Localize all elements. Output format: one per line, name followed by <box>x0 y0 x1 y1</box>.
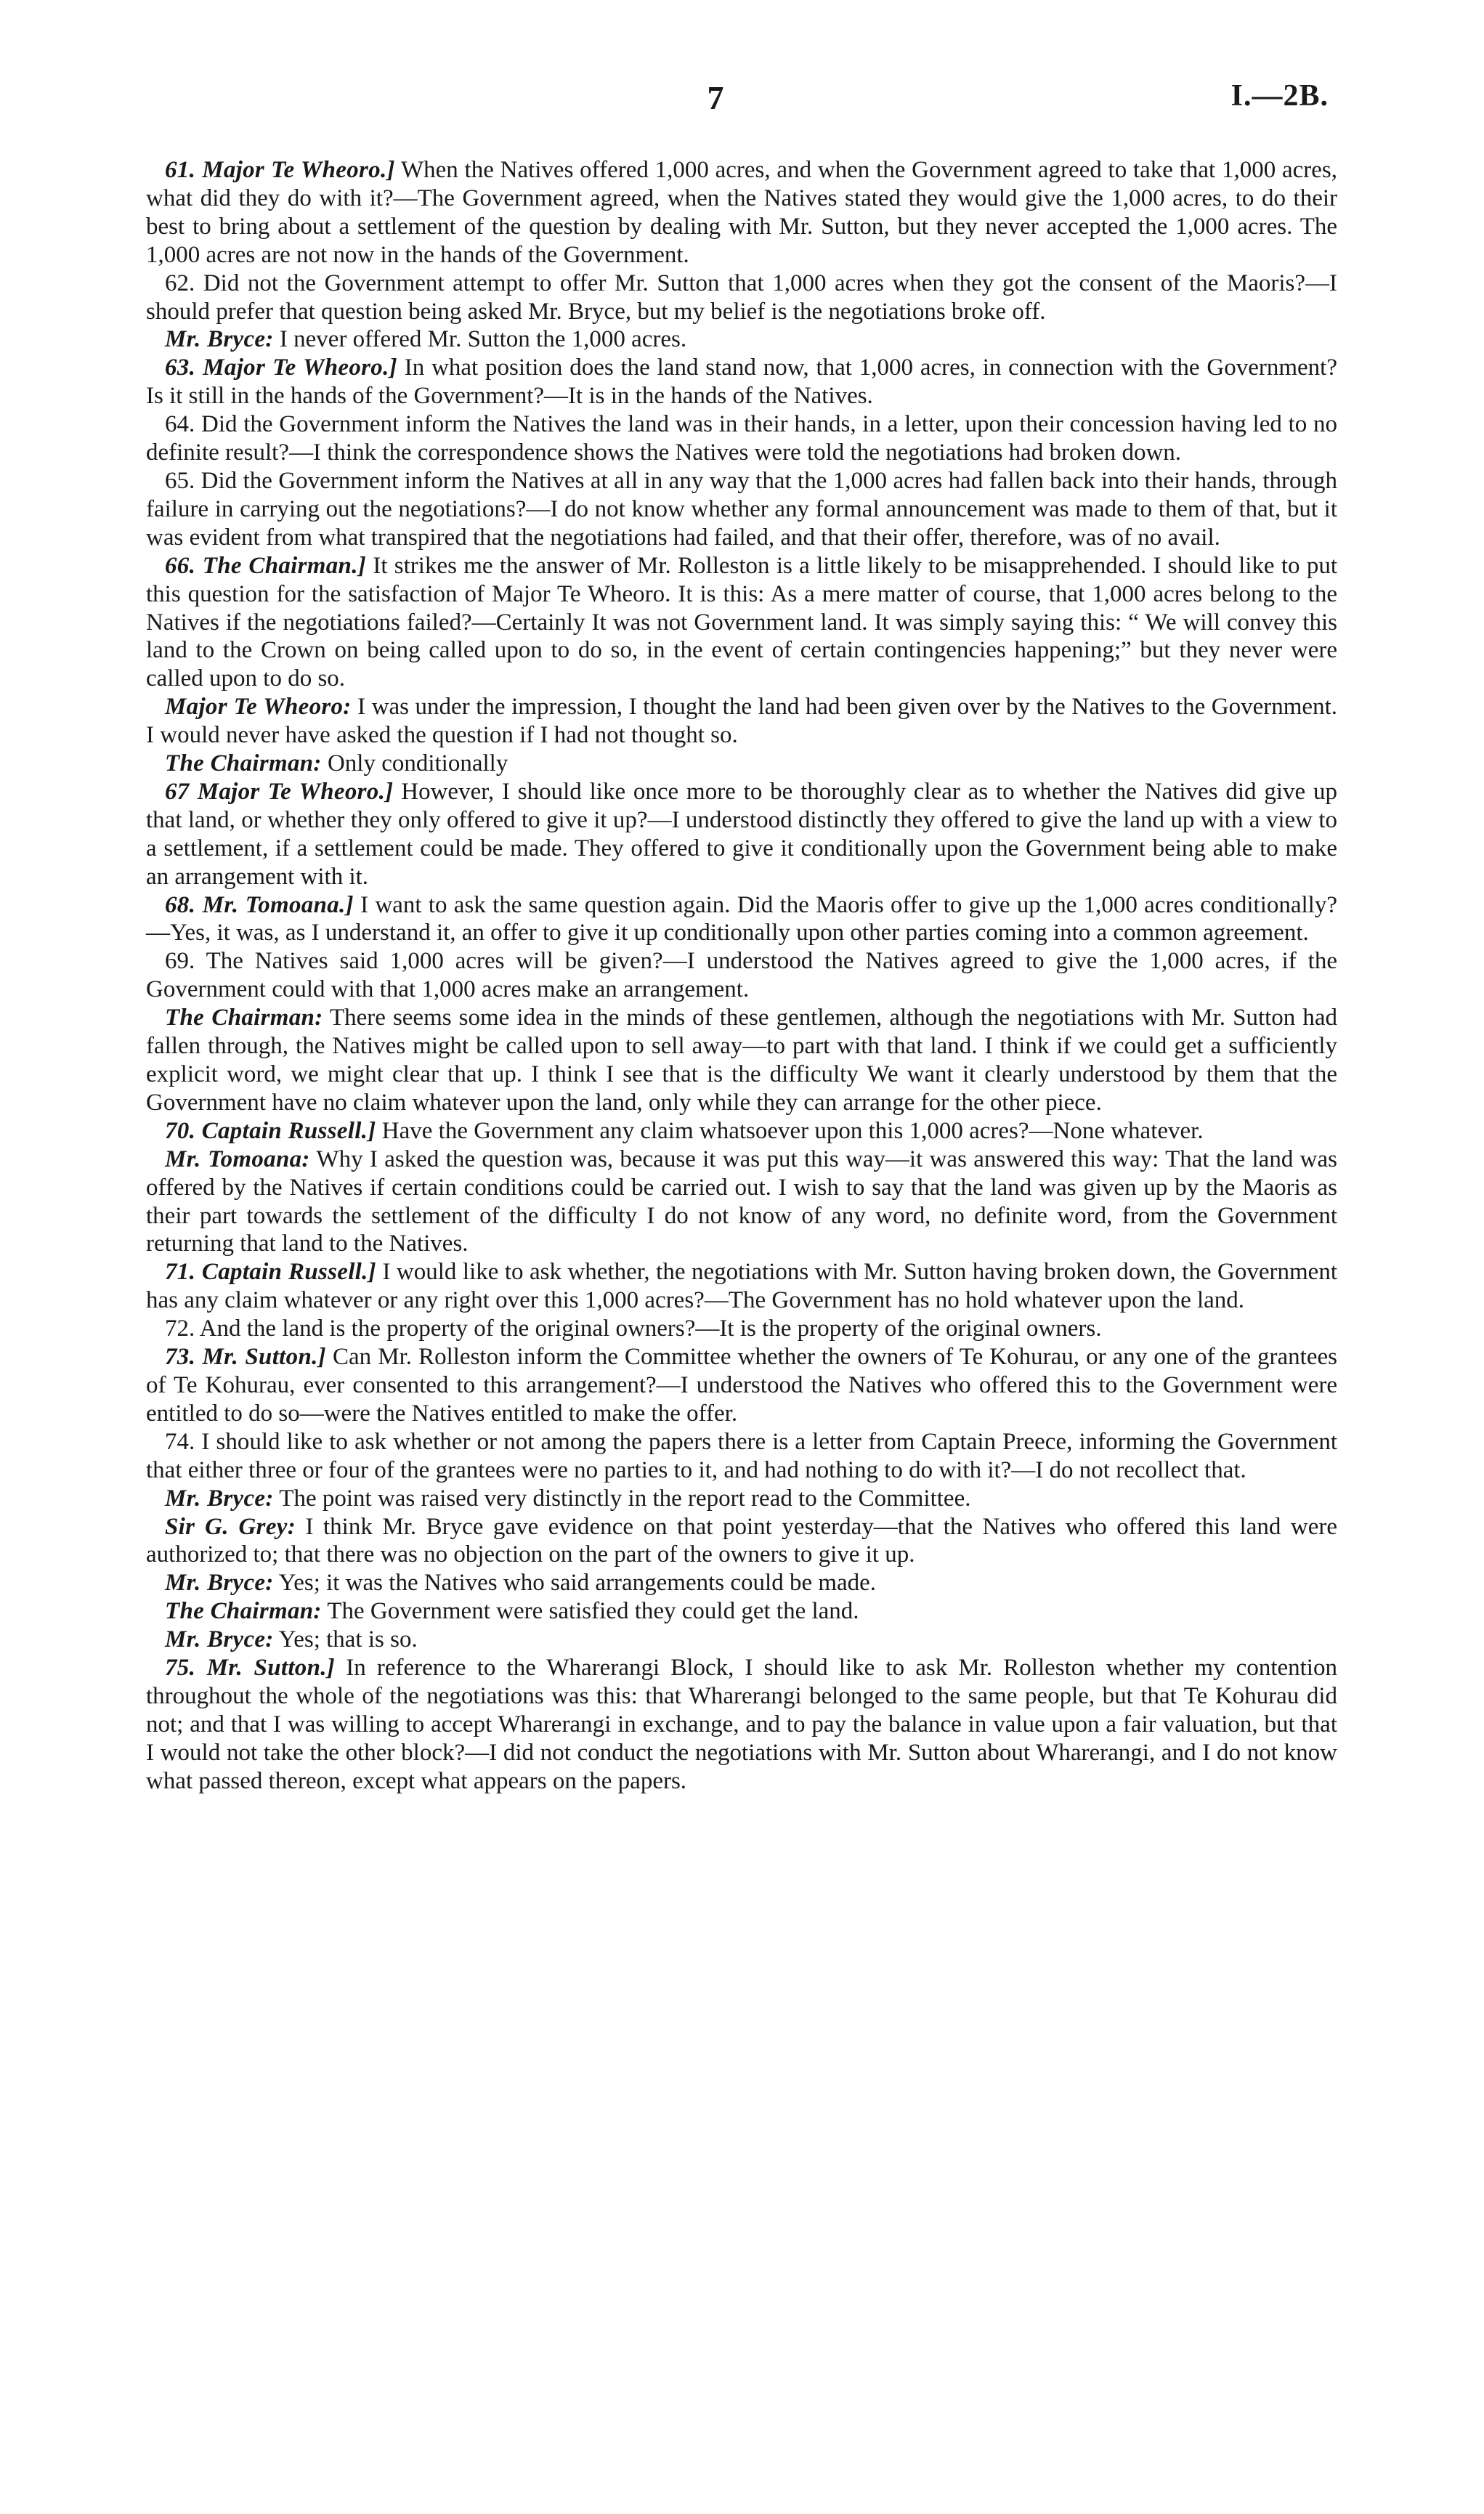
paragraph-chairman-remark <box>146 1004 1337 1117</box>
paragraph-text: I was under the impression, I thought the land had been given over by the Natives to the Government. I would never have asked the question if I had not thought so. <box>146 694 1337 749</box>
paragraph-q61 <box>146 156 1337 269</box>
paragraph-text: Yes; it was the Natives who said arrangements could be made. <box>273 1570 877 1597</box>
paragraph-q73 <box>146 1343 1337 1428</box>
paragraph-q69 <box>146 947 1337 1004</box>
paragraph-text: Yes; that is so. <box>273 1626 418 1653</box>
paragraph-text: 69. The Natives said 1,000 acres will be given?—I understood the Natives agreed to give the 1,000 acres, if the Government could with that 1,000 acres make an arrangement. <box>146 948 1337 1003</box>
paragraph-text: The Government were satisfied they could get the land. <box>321 1598 859 1625</box>
paragraph-chairman-remark <box>146 1597 1337 1626</box>
paragraph-bryce-remark <box>146 1626 1337 1654</box>
paragraph-bryce-remark <box>146 1485 1337 1513</box>
speaker-label: 66. The Chairman.] <box>165 552 367 579</box>
speaker-label: Mr. Bryce: <box>165 1485 274 1512</box>
paragraph-grey-remark <box>146 1513 1337 1570</box>
speaker-label: 63. Major Te Wheoro.] <box>165 354 397 381</box>
paragraph-bryce-remark <box>146 1569 1337 1597</box>
paragraph-text: 65. Did the Government inform the Natives at all in any way that the 1,000 acres had fallen back into their hands, through failure in carrying out the negotiations?—I do not know whether any formal announcement was made to them of that, but it was evident from what transpired that the negotiations had failed, and that their offer, therefore, was of no avail. <box>146 467 1337 551</box>
paragraph-text: In reference to the Wharerangi Block, I should like to ask Mr. Rolleston whether my contention throughout the whole of the negotiations was this: that Wharerangi belonged to the same people, but that Te Kohurau did not; and that I was willing to accept Wharerangi in exchange, and to pay the balance in value upon a fair valuation, but that I would not take the other block?—I did not conduct the negotiations with Mr. Sutton about Wharerangi, and I do not know what passed thereon, except what appears on the papers. <box>146 1655 1337 1794</box>
speaker-label: Mr. Bryce: <box>165 1626 274 1653</box>
document-reference: I.—2B. <box>1230 79 1329 113</box>
speaker-label: 70. Captain Russell.] <box>165 1117 376 1144</box>
paragraph-chairman-remark <box>146 750 1337 778</box>
paragraph-text: I want to ask the same question again. Did the Maoris offer to give up the 1,000 acres conditionally?—Yes, it was, as I understand it, an offer to give it up conditionally upon other parties coming into a common agreement. <box>146 891 1337 946</box>
paragraph-text: 64. Did the Government inform the Natives the land was in their hands, in a letter, upon their concession having led to no definite result?—I think the correspondence shows the Natives were told the negotiations had broken down. <box>146 411 1337 466</box>
paragraph-text: There seems some idea in the minds of these gentlemen, although the negotiations with Mr. Sutton had fallen through, the Natives might be called upon to sell away—to part with that land. I think if we could get a sufficiently explicit word, we might clear that up. I think I see that is the difficulty We want it clearly understood by them that the Government have no claim whatever upon the land, only while they can arrange for the other piece. <box>146 1005 1337 1116</box>
paragraph-text: 74. I should like to ask whether or not among the papers there is a letter from Captain Preece, informing the Government that either three or four of the grantees were no parties to it, and had nothing to do with it?—I do not recollect that. <box>146 1428 1337 1483</box>
speaker-label: The Chairman: <box>165 750 322 777</box>
paragraph-text: Can Mr. Rolleston inform the Committee whether the owners of Te Kohurau, or any one of the grantees of Te Kohurau, ever consented to this arrangement?—I understood the Natives who offered this to the Government were entitled to do so—were the Natives entitled to make the offer. <box>146 1344 1337 1427</box>
speaker-label: 68. Mr. Tomoana.] <box>165 891 354 918</box>
paragraph-q65 <box>146 467 1337 552</box>
paragraph-q70 <box>146 1117 1337 1146</box>
paragraph-text: 72. And the land is the property of the original owners?—It is the property of the original owners. <box>165 1315 1102 1342</box>
paragraph-wheoro-remark <box>146 693 1337 750</box>
paragraph-q67 <box>146 778 1337 891</box>
paragraph-tomoana-remark <box>146 1146 1337 1259</box>
paragraph-q62 <box>146 269 1337 326</box>
speaker-label: Major Te Wheoro: <box>165 694 352 721</box>
paragraph-q64 <box>146 410 1337 467</box>
paragraph-text: 62. Did not the Government attempt to offer Mr. Sutton that 1,000 acres when they got the consent of the Maoris?—I should prefer that question being asked Mr. Bryce, but my belief is the negotiations broke off. <box>146 269 1337 325</box>
paragraph-text: I would like to ask whether, the negotiations with Mr. Sutton having broken down, the Government has any claim whatever or any right over this 1,000 acres?—The Government has no hold whatever upon the land. <box>146 1259 1337 1314</box>
paragraph-text: It strikes me the answer of Mr. Rolleston is a little likely to be misapprehended. I should like to put this question for the satisfaction of Major Te Wheoro. It is this: As a mere matter of course, that 1,000 acres belong to the Natives if the negotiations failed?—Certainly It was not Government land. It was simply saying this: “ We will convey this land to the Crown on being called upon to do so, in the event of certain contingencies happening;” but they never were called upon to do so. <box>146 552 1337 692</box>
speaker-label: Mr. Bryce: <box>165 1570 274 1597</box>
paragraph-text: Why I asked the question was, because it was put this way—it was answered this way: That the land was offered by the Natives if certain conditions could be carried out. I wish to say that the land was given up by the Maoris as their part towards the settlement of the difficulty I do not know of any word, no definite word, from the Government returning that land to the Natives. <box>146 1146 1337 1257</box>
paragraph-bryce-remark <box>146 325 1337 354</box>
paragraph-q75 <box>146 1654 1337 1796</box>
speaker-label: Sir G. Grey: <box>165 1513 296 1540</box>
page-header <box>0 78 1484 122</box>
speaker-label: The Chairman: <box>165 1598 322 1625</box>
paragraph-text: However, I should like once more to be thoroughly clear as to whether the Natives did give up that land, or whether they only offered to give it up?—I understood distinctly they offered to give the land up with a view to a settlement, if a settlement could be made. They offered to give it conditionally upon the Government being able to make an arrangement with it. <box>146 778 1337 890</box>
speaker-label: 67 Major Te Wheoro.] <box>165 778 394 805</box>
paragraph-q74 <box>146 1428 1337 1485</box>
page-number: 7 <box>707 79 724 116</box>
paragraph-text: The point was raised very distinctly in the report read to the Committee. <box>273 1485 971 1512</box>
paragraph-q68 <box>146 891 1337 948</box>
paragraph-text: When the Natives offered 1,000 acres, and when the Government agreed to take that 1,000 acres, what did they do with it?—The Government agreed, when the Natives stated they would give the 1,000 acres, to do their best to bring about a settlement of the question by dealing with Mr. Sutton, but they never accepted the 1,000 acres. The 1,000 acres are not now in the hands of the Government. <box>146 157 1338 268</box>
paragraph-q66 <box>146 552 1337 694</box>
paragraph-q72 <box>146 1315 1337 1343</box>
paragraph-q63 <box>146 354 1337 410</box>
speaker-label: 61. Major Te Wheoro.] <box>165 157 395 183</box>
paragraph-q71 <box>146 1258 1337 1315</box>
paragraph-text: In what position does the land stand now, that 1,000 acres, in connection with the Government? Is it still in the hands of the Government?—It is in the hands of the Natives. <box>146 354 1337 410</box>
speaker-label: 73. Mr. Sutton.] <box>165 1344 326 1371</box>
paragraph-text: I think Mr. Bryce gave evidence on that point yesterday—that the Natives who offered this land were authorized to; that there was no objection on the part of the owners to give it up. <box>146 1513 1337 1568</box>
paragraph-text: Only conditionally <box>321 750 508 777</box>
paragraph-text: I never offered Mr. Sutton the 1,000 acres. <box>273 326 687 353</box>
speaker-label: Mr. Tomoana: <box>165 1146 310 1172</box>
speaker-label: Mr. Bryce: <box>165 326 274 353</box>
speaker-label: 71. Captain Russell.] <box>165 1259 376 1286</box>
speaker-label: The Chairman: <box>165 1005 323 1031</box>
paragraph-text: Have the Government any claim whatsoever upon this 1,000 acres?—None whatever. <box>376 1117 1204 1144</box>
speaker-label: 75. Mr. Sutton.] <box>165 1655 336 1682</box>
minutes-body <box>146 156 1337 1796</box>
